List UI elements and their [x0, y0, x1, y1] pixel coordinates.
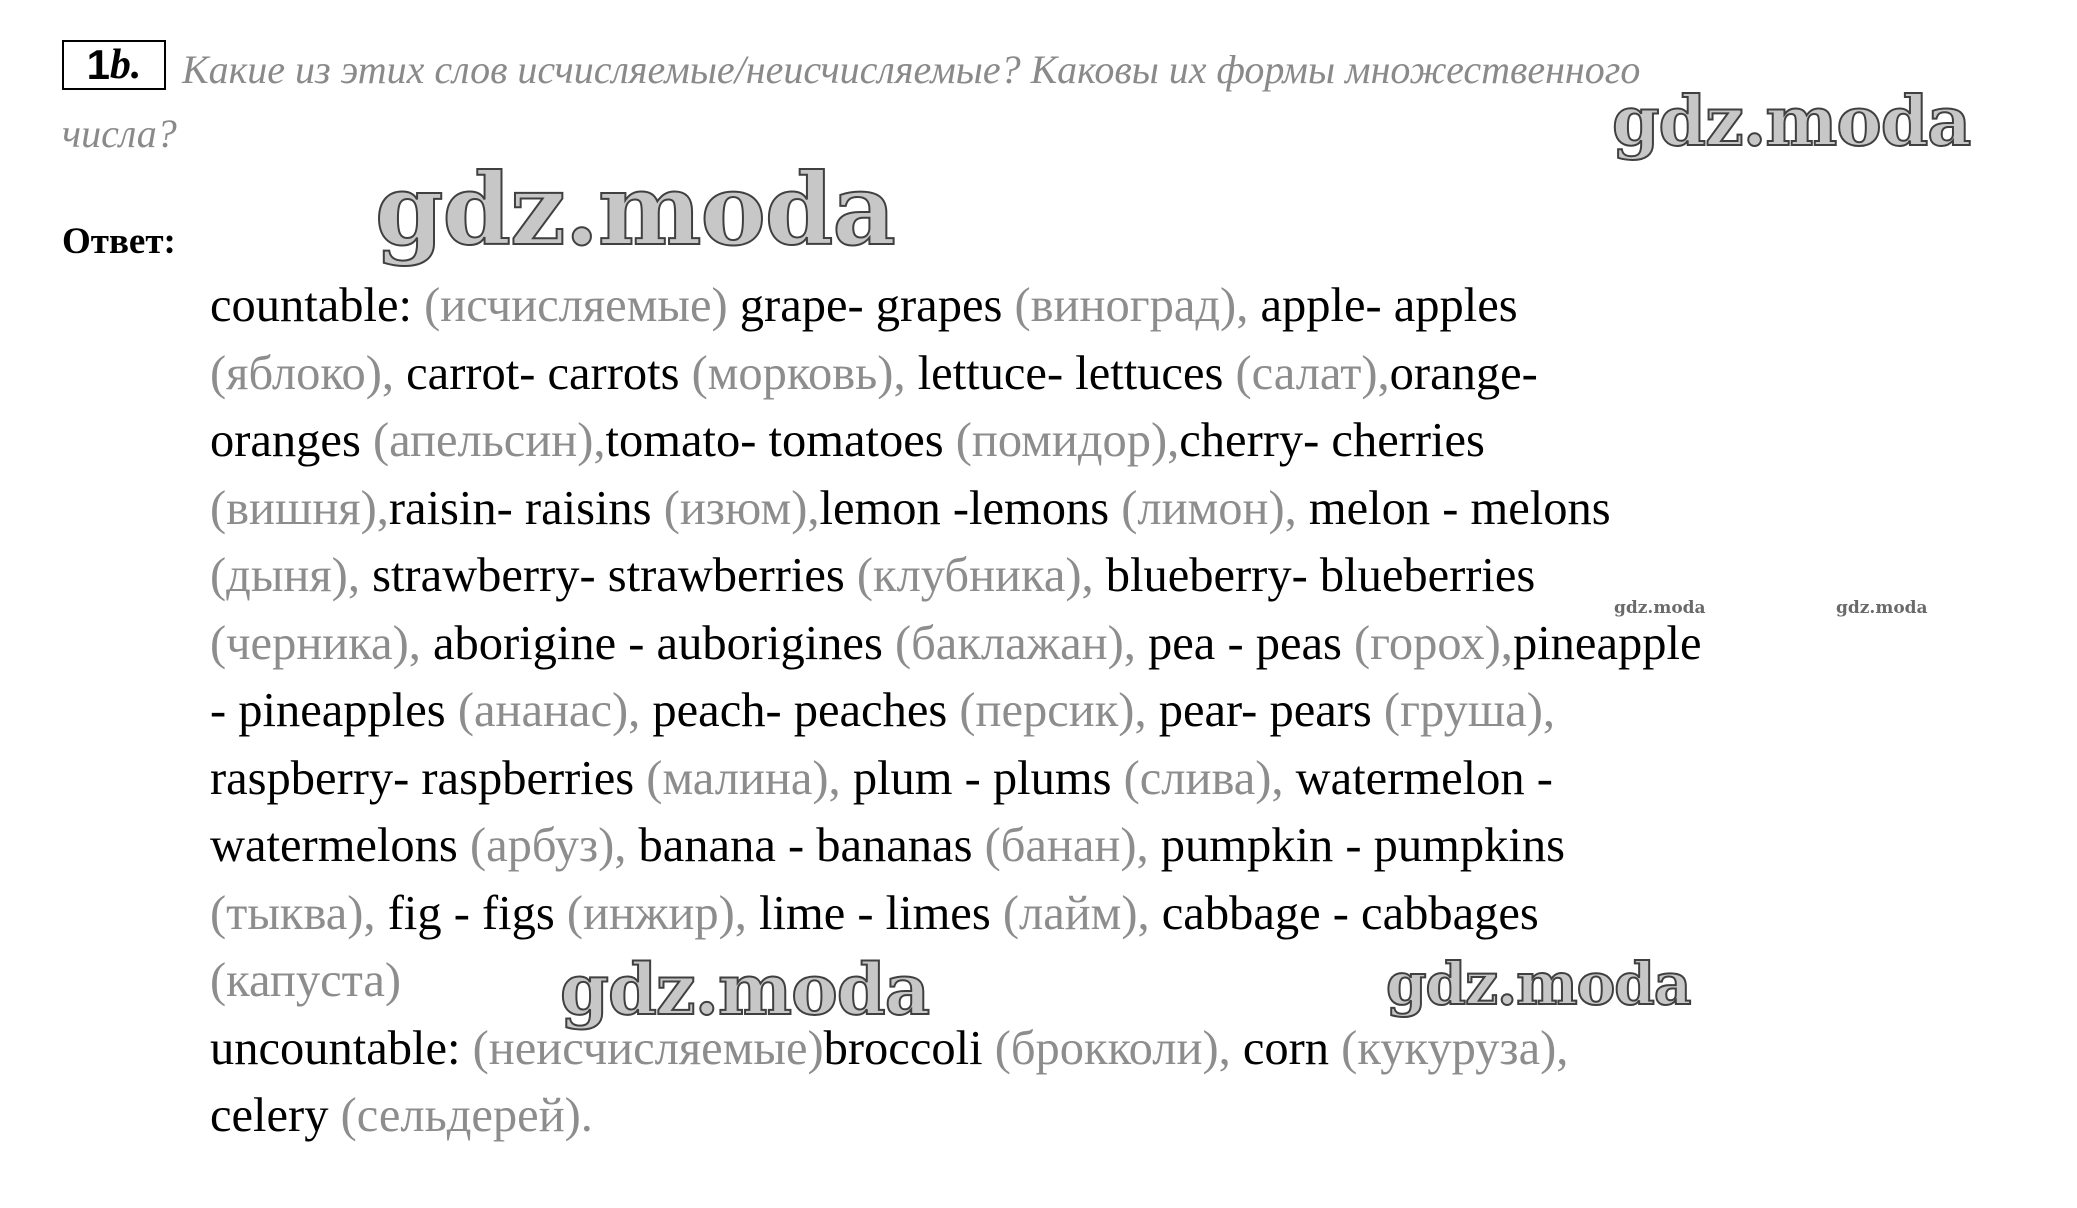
word-text: lettuce- lettuces	[917, 346, 1236, 400]
watermark-top: gdz.moda	[375, 153, 895, 268]
word-text: lemon -lemons	[819, 481, 1122, 535]
answer-label: Ответ:	[62, 221, 176, 262]
word-text: raspberry- raspberries	[210, 751, 647, 805]
word-text: pumpkin - pumpkins	[1160, 819, 1565, 872]
word-text: watermelons	[210, 819, 470, 872]
answer-line	[210, 407, 2020, 475]
word-text: fig - figs	[387, 886, 567, 940]
watermark-small-1: gdz.moda	[1614, 598, 1706, 618]
translation-text: (лимон),	[1121, 481, 1309, 535]
task-letter: b.	[109, 42, 142, 88]
word-text: strawberry- strawberries	[372, 549, 857, 602]
translation-text: (изюм),	[663, 481, 820, 535]
word-text: grape- grapes	[739, 279, 1015, 332]
translation-text: (апельсин),	[372, 414, 606, 467]
word-text: banana - bananas	[638, 819, 985, 872]
answer-line	[210, 812, 2020, 880]
word-text: corn	[1242, 1021, 1342, 1075]
answer-line	[210, 1082, 2020, 1150]
translation-text: (дыня),	[210, 549, 373, 602]
translation-text: (яблоко),	[210, 346, 407, 400]
translation-text: (морковь),	[691, 346, 918, 400]
word-text: uncountable:	[210, 1021, 473, 1075]
translation-text: (персик),	[959, 684, 1159, 737]
answer-line	[210, 340, 2020, 408]
question-text	[62, 38, 1762, 166]
word-text: aborigine - auborigines	[433, 616, 895, 670]
answer-line	[210, 1015, 2020, 1083]
translation-text: (баклажан),	[894, 616, 1149, 670]
word-text: pineapple	[1512, 616, 1702, 670]
word-text: celery	[210, 1089, 341, 1142]
translation-text: (инжир),	[566, 886, 760, 940]
answer-line	[210, 947, 2020, 1018]
word-text: countable:	[210, 279, 425, 332]
answer-line	[210, 677, 2020, 745]
word-text: pea - peas	[1148, 616, 1355, 670]
word-text: tomato- tomatoes	[605, 414, 956, 467]
translation-text: (арбуз),	[469, 819, 639, 872]
translation-text: (вишня),	[210, 481, 389, 535]
translation-text: (кукуруза),	[1341, 1021, 1569, 1075]
translation-text: (брокколи),	[994, 1021, 1243, 1075]
answer-line	[210, 542, 2020, 610]
translation-text: (лайм),	[1002, 886, 1162, 940]
word-text: cherry- cherries	[1179, 414, 1485, 467]
word-text: oranges	[210, 414, 373, 467]
answer-line	[210, 475, 2020, 543]
word-text: broccoli	[823, 1021, 995, 1075]
word-text: peach- peaches	[652, 684, 960, 737]
word-text: - pineapples	[210, 684, 458, 737]
question-body: Какие из этих слов исчисляемые/неисчисляемые? Каковы их формы множественного числа?	[62, 47, 1641, 156]
word-text: melon - melons	[1308, 481, 1611, 535]
word-text: watermelon -	[1295, 751, 1553, 805]
word-text: apple- apples	[1260, 279, 1518, 332]
watermark-bottom-right: gdz.moda	[1386, 950, 1691, 1018]
translation-text: (помидор),	[955, 414, 1180, 467]
word-text: blueberry- blueberries	[1105, 549, 1536, 602]
task-number: 1	[86, 41, 110, 88]
word-text: raisin- raisins	[388, 481, 664, 535]
translation-text: (малина),	[646, 751, 853, 805]
answer-line	[210, 610, 2020, 678]
word-text: orange-	[1389, 346, 1538, 400]
answer-line	[210, 745, 2020, 813]
translation-text: (клубника),	[856, 549, 1106, 602]
translation-text: (ананас),	[457, 684, 653, 737]
translation-text: (сельдерей).	[340, 1089, 593, 1142]
translation-text: (исчисляемые)	[424, 279, 740, 332]
word-text: pear- pears	[1158, 684, 1384, 737]
word-text: cabbage - cabbages	[1161, 886, 1539, 940]
answer-body	[210, 272, 2020, 1150]
translation-text: (салат),	[1235, 346, 1390, 400]
translation-text: (черника),	[210, 616, 433, 670]
watermark-small-2: gdz.moda	[1836, 598, 1928, 618]
word-text: lime - limes	[759, 886, 1003, 940]
answer-line	[210, 880, 2020, 948]
translation-text: (капуста)	[210, 954, 402, 1007]
translation-text: (неисчисляемые)	[472, 1021, 824, 1075]
word-text: plum - plums	[852, 751, 1124, 805]
watermark-top-right: gdz.moda	[1612, 82, 1971, 162]
watermark-bottom-left: gdz.moda	[560, 948, 930, 1031]
translation-text: (банан),	[984, 819, 1161, 872]
word-text: carrot- carrots	[406, 346, 692, 400]
translation-text: (горох),	[1354, 616, 1513, 670]
translation-text: (слива),	[1123, 751, 1296, 805]
translation-text: (виноград),	[1014, 279, 1261, 332]
translation-text: (тыква),	[210, 886, 388, 940]
translation-text: (груша),	[1383, 684, 1555, 737]
answer-line	[210, 272, 2020, 340]
